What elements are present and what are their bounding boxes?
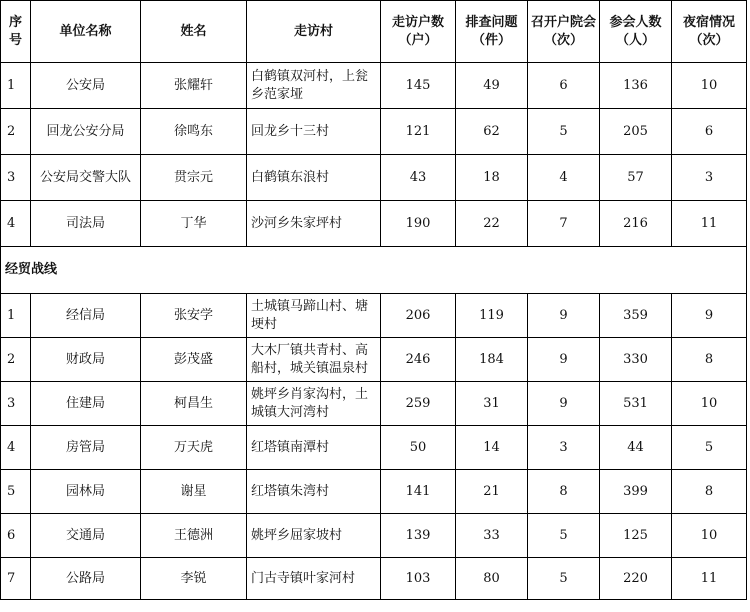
cell-seq: 6 [1,514,31,558]
cell-visits: 206 [381,294,456,338]
cell-problems: 21 [456,470,528,514]
cell-unit: 回龙公安分局 [31,109,141,155]
cell-village: 姚坪乡肖家沟村，土城镇大河湾村 [247,382,381,426]
header-meetings: 召开户院会（次） [528,1,600,63]
cell-village: 白鹤镇东浪村 [247,155,381,201]
cell-visits: 43 [381,155,456,201]
cell-seq: 7 [1,558,31,600]
cell-problems: 31 [456,382,528,426]
cell-visits: 190 [381,201,456,247]
cell-problems: 18 [456,155,528,201]
section-title: 经贸战线 [1,247,747,294]
cell-meetings: 9 [528,382,600,426]
cell-unit: 财政局 [31,338,141,382]
header-seq: 序号 [1,1,31,63]
header-attendees: 参会人数（人） [600,1,672,63]
cell-visits: 141 [381,470,456,514]
cell-overnight: 5 [672,426,747,470]
cell-visits: 246 [381,338,456,382]
cell-village: 姚坪乡屈家坡村 [247,514,381,558]
cell-meetings: 9 [528,338,600,382]
cell-problems: 49 [456,63,528,109]
cell-village: 回龙乡十三村 [247,109,381,155]
cell-name: 王德洲 [141,514,247,558]
cell-village: 土城镇马蹄山村、塘埂村 [247,294,381,338]
cell-visits: 145 [381,63,456,109]
cell-visits: 139 [381,514,456,558]
table-row [1,109,747,155]
cell-name: 李锐 [141,558,247,600]
cell-overnight: 10 [672,63,747,109]
cell-attendees: 359 [600,294,672,338]
cell-unit: 住建局 [31,382,141,426]
table-row [1,155,747,201]
cell-meetings: 3 [528,426,600,470]
cell-name: 张耀轩 [141,63,247,109]
cell-meetings: 8 [528,470,600,514]
cell-village: 大木厂镇共青村、高船村，城关镇温泉村 [247,338,381,382]
cell-attendees: 57 [600,155,672,201]
cell-name: 张安学 [141,294,247,338]
cell-seq: 4 [1,426,31,470]
cell-attendees: 216 [600,201,672,247]
cell-seq: 4 [1,201,31,247]
cell-attendees: 125 [600,514,672,558]
cell-seq: 5 [1,470,31,514]
header-village: 走访村 [247,1,381,63]
cell-seq: 3 [1,155,31,201]
table-row [1,338,747,382]
table-row [1,426,747,470]
cell-problems: 80 [456,558,528,600]
header-row [1,1,747,63]
cell-overnight: 8 [672,470,747,514]
cell-overnight: 9 [672,294,747,338]
cell-name: 彭茂盛 [141,338,247,382]
header-overnight: 夜宿情况（次） [672,1,747,63]
cell-overnight: 11 [672,558,747,600]
cell-meetings: 9 [528,294,600,338]
cell-village: 红塔镇朱湾村 [247,470,381,514]
header-problems: 排查问题（件） [456,1,528,63]
cell-problems: 22 [456,201,528,247]
cell-problems: 14 [456,426,528,470]
cell-meetings: 7 [528,201,600,247]
cell-meetings: 5 [528,558,600,600]
header-visits: 走访户数（户） [381,1,456,63]
cell-unit: 公安局 [31,63,141,109]
cell-seq: 2 [1,338,31,382]
cell-meetings: 4 [528,155,600,201]
cell-overnight: 6 [672,109,747,155]
cell-name: 丁华 [141,201,247,247]
cell-unit: 交通局 [31,514,141,558]
table-row [1,201,747,247]
cell-overnight: 10 [672,514,747,558]
cell-name: 谢星 [141,470,247,514]
table-row [1,514,747,558]
cell-seq: 3 [1,382,31,426]
table-row [1,294,747,338]
cell-overnight: 11 [672,201,747,247]
header-unit: 单位名称 [31,1,141,63]
table-row [1,63,747,109]
cell-visits: 103 [381,558,456,600]
cell-name: 贯宗元 [141,155,247,201]
cell-overnight: 8 [672,338,747,382]
cell-attendees: 136 [600,63,672,109]
cell-unit: 司法局 [31,201,141,247]
cell-overnight: 10 [672,382,747,426]
cell-name: 柯昌生 [141,382,247,426]
cell-village: 门古寺镇叶家河村 [247,558,381,600]
cell-unit: 园林局 [31,470,141,514]
cell-name: 徐鸣东 [141,109,247,155]
cell-problems: 119 [456,294,528,338]
table-row [1,382,747,426]
table-row [1,470,747,514]
cell-meetings: 6 [528,63,600,109]
cell-attendees: 399 [600,470,672,514]
table-row [1,558,747,600]
cell-seq: 1 [1,294,31,338]
cell-village: 红塔镇南潭村 [247,426,381,470]
cell-attendees: 44 [600,426,672,470]
cell-problems: 62 [456,109,528,155]
cell-village: 沙河乡朱家坪村 [247,201,381,247]
cell-attendees: 531 [600,382,672,426]
cell-visits: 121 [381,109,456,155]
cell-meetings: 5 [528,109,600,155]
cell-visits: 259 [381,382,456,426]
header-name: 姓名 [141,1,247,63]
cell-problems: 33 [456,514,528,558]
cell-meetings: 5 [528,514,600,558]
cell-overnight: 3 [672,155,747,201]
cell-unit: 经信局 [31,294,141,338]
cell-attendees: 205 [600,109,672,155]
cell-visits: 50 [381,426,456,470]
cell-unit: 房管局 [31,426,141,470]
cell-unit: 公路局 [31,558,141,600]
cell-village: 白鹤镇双河村，上瓮乡范家垭 [247,63,381,109]
cell-seq: 1 [1,63,31,109]
cell-problems: 184 [456,338,528,382]
cell-unit: 公安局交警大队 [31,155,141,201]
section-row [1,247,747,294]
cell-seq: 2 [1,109,31,155]
cell-attendees: 220 [600,558,672,600]
cell-attendees: 330 [600,338,672,382]
cell-name: 万天虎 [141,426,247,470]
